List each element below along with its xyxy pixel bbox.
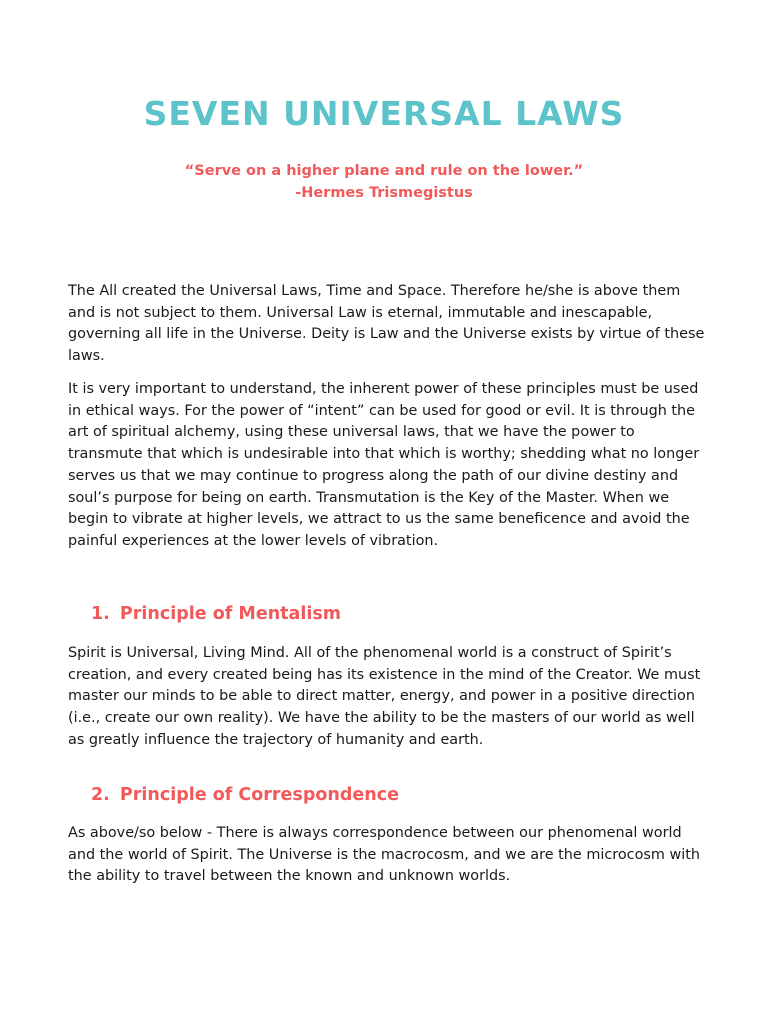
- principle-2-text: As above/so below - There is always correspondence between our phenomenal world and the world of Spirit. The Universe is the macrocosm, and we are the microcosm with the ability to travel between the known and unknown worlds.: [68, 825, 701, 885]
- principle-2-title: Principle of Correspondence: [119, 785, 399, 805]
- principle-1-number: 1.: [91, 604, 110, 624]
- principle-1-title: Principle of Mentalism: [119, 604, 341, 624]
- principle-2-heading: [91, 785, 399, 805]
- quote-text: “Serve on a higher plane and rule on the lower.”: [184, 163, 584, 179]
- principle-1-heading: [91, 604, 341, 624]
- quote-attribution: -Hermes Trismegistus: [295, 185, 473, 201]
- intro-paragraph-1: The All created the Universal Laws, Time and Space. Therefore he/she is above them and is not subject to them. Universal Law is eternal, immutable and inescapable, governing all life in the Universe. Deity is Law and the Universe exists by virtue of these laws.: [68, 283, 705, 365]
- document-title: SEVEN UNIVERSAL LAWS: [143, 94, 625, 133]
- principle-2-number: 2.: [91, 785, 110, 805]
- principle-1-text: Spirit is Universal, Living Mind. All of the phenomenal world is a construct of Spirit’s creation, and every created being has its existence in the mind of the Creator. We must master our minds to be able to direct matter, energy, and power in a positive direction (i.e., create our own reality). We have the ability to be the masters of our world as well as greatly influence the trajectory of humanity and earth.: [68, 645, 701, 748]
- intro-paragraph-2: It is very important to understand, the inherent power of these principles must be used in ethical ways. For the power of “intent” can be used for good or evil. It is through the art of spiritual alchemy, using these universal laws, that we have the power to transmute that which is undesirable into that which is worthy; shedding what no longer serves us that we may continue to progress along the path of our divine destiny and soul’s purpose for being on earth. Transmutation is the Key of the Master. When we begin to vibrate at higher levels, we attract to us the same beneficence and avoid the painful experiences at the lower levels of vibration.: [68, 381, 700, 549]
